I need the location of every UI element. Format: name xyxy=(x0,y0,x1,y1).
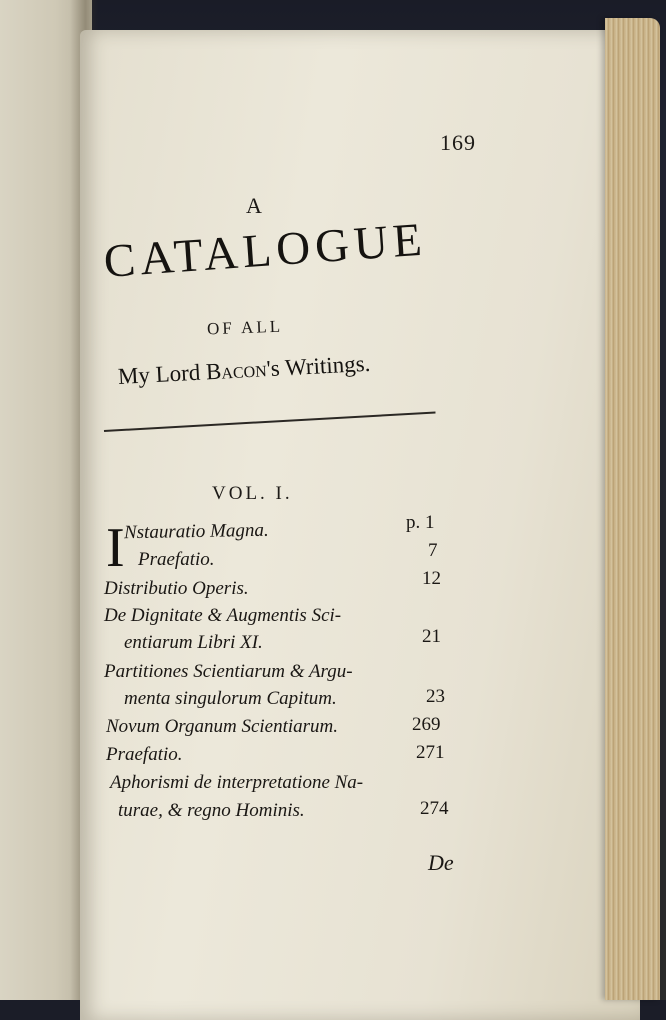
list-item: Nstauratio Magna. xyxy=(123,519,269,544)
list-item: Partitiones Scientiarum & Argu- xyxy=(104,661,353,682)
subtitle-name: Bacon xyxy=(205,356,268,385)
list-item: menta singulorum Capitum. xyxy=(124,688,337,709)
list-item: Praefatio. xyxy=(138,549,215,570)
list-item: Distributio Operis. xyxy=(104,578,249,599)
page-ref: 269 xyxy=(412,714,441,735)
list-item: Praefatio. xyxy=(106,744,183,765)
volume-heading: VOL. I. xyxy=(212,483,293,504)
page-ref: 271 xyxy=(416,742,445,763)
list-item: turae, & regno Hominis. xyxy=(118,800,305,821)
page-edges xyxy=(605,18,660,1000)
title-article: A xyxy=(246,193,262,218)
list-item: Novum Organum Scientiarum. xyxy=(106,716,339,737)
page-number: 169 xyxy=(440,130,476,155)
page-ref: 12 xyxy=(422,568,441,589)
page-ref: 274 xyxy=(420,798,449,819)
page-ref: 23 xyxy=(426,686,445,707)
page-title: CATALOGUE xyxy=(102,213,429,288)
catchword: De xyxy=(428,850,454,875)
page-ref: p. 1 xyxy=(406,512,435,533)
list-item: Aphorismi de interpretatione Na- xyxy=(110,772,364,793)
page-ref: 21 xyxy=(422,626,441,647)
drop-cap: I xyxy=(106,517,125,579)
page-ref: 7 xyxy=(428,540,438,561)
subtitle-before: My Lord xyxy=(117,359,207,389)
subtitle-after: 's Writings. xyxy=(265,350,371,382)
title-of-all: OF ALL xyxy=(206,316,284,339)
list-item: De Dignitate & Augmentis Sci- xyxy=(104,605,342,626)
list-item: entiarum Libri XI. xyxy=(124,632,263,653)
